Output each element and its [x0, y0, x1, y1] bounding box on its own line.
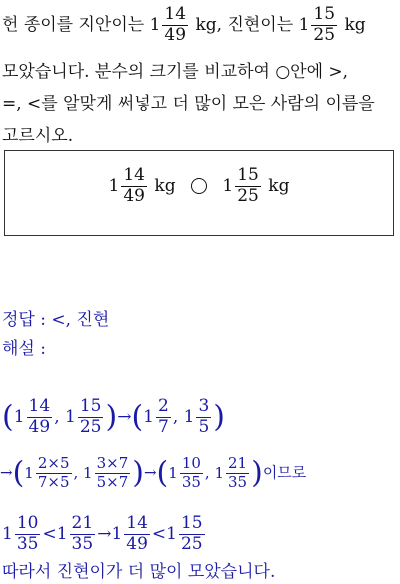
whole: 1 [183, 407, 195, 428]
step-1: ( 1 $\frac{14}{49}$ , 1 $\frac{15}{25}$ )→( 1 $\frac{2}{7}$ , 1 $\frac{3}{5}$ ) [2, 396, 225, 437]
denominator: 35 [16, 533, 39, 554]
denominator: 35 [71, 533, 94, 554]
fraction [311, 6, 337, 45]
whole: 1 [143, 407, 154, 428]
numerator: 10 [16, 513, 39, 533]
problem-line-3: =, <를 알맞게 써넣고 더 많이 모은 사람의 이름을 [2, 94, 375, 114]
fraction [179, 515, 205, 554]
denominator: 49 [28, 416, 51, 437]
fraction [143, 398, 173, 437]
numerator: 21 [228, 454, 248, 472]
whole: 1 [65, 407, 76, 428]
fraction-right [222, 167, 262, 206]
whole: 1 [111, 524, 123, 545]
step-2: →( 1 $\frac{2\times 5}{7\times 5}$ , 1 $\frac{3\times 7}{5\times 7}$ )→( 1 $\frac{10}{35}$ , 1 $\frac{21}{35}$ )이므로 [0, 454, 307, 491]
problem-text-prefix: 헌 종이를 지안이는 [2, 14, 145, 35]
whole: 1 [2, 524, 13, 545]
paren: ( [12, 455, 25, 491]
paren: ) [213, 399, 225, 435]
fraction [156, 398, 171, 437]
fraction [24, 456, 73, 491]
problem-line-2: 모았습니다. 분수의 크기를 비교하여 ○안에 >, [2, 62, 349, 82]
denominator: 7×5 [37, 472, 70, 491]
numerator: 2 [157, 396, 169, 416]
paren: ( [131, 399, 144, 435]
denominator: 5 [198, 416, 210, 437]
fraction [214, 456, 251, 491]
denominator: 25 [79, 416, 102, 437]
problem-text: kg, 진현이는 [195, 14, 294, 35]
numerator: 3×7 [96, 454, 129, 472]
whole: 1 [83, 464, 93, 483]
whole: 1 [24, 464, 34, 483]
fraction [184, 398, 214, 437]
paren: ) [251, 455, 263, 491]
fraction [111, 515, 151, 554]
whole: 1 [298, 15, 310, 36]
numerator: 14 [28, 396, 51, 416]
paren: ) [132, 455, 144, 491]
denominator: 25 [237, 185, 259, 206]
paren: ) [105, 399, 118, 435]
whole: 1 [166, 524, 177, 545]
fraction [196, 398, 211, 437]
fraction [15, 515, 41, 554]
numerator: 14 [123, 165, 145, 185]
numerator: 21 [71, 513, 94, 533]
problem-line-1 [2, 6, 366, 45]
answer-circle-icon[interactable] [191, 178, 207, 194]
fraction [180, 456, 203, 491]
whole: 1 [214, 464, 224, 483]
problem-line-4: 고르시오. [2, 126, 74, 146]
step-3: 1 $\frac{10}{35}$ < 1 $\frac{21}{35}$ → 1 $\frac{14}{49}$ < 1 $\frac{15}{25}$ [2, 515, 207, 554]
fraction [166, 515, 206, 554]
denominator: 7 [157, 416, 169, 437]
fraction [121, 167, 147, 206]
numerator: 10 [181, 454, 201, 472]
fraction [2, 515, 42, 554]
fraction-jinhyeon [299, 6, 339, 45]
numerator: 15 [180, 513, 203, 533]
whole: 1 [222, 176, 234, 197]
paren: ( [156, 455, 169, 491]
numerator: 14 [126, 513, 148, 533]
answer-label: 정답 : <, 진현 [2, 310, 110, 330]
fraction-jian [150, 6, 190, 45]
denominator: 49 [123, 185, 145, 206]
fraction [124, 515, 150, 554]
fraction [168, 456, 205, 491]
fraction [14, 398, 54, 437]
fraction [57, 515, 97, 554]
step-2-tail: 이므로 [262, 463, 307, 482]
denominator: 35 [228, 472, 248, 491]
fraction [235, 167, 261, 206]
unit-label: kg [268, 175, 290, 196]
paren: ( [2, 399, 14, 435]
final-answer: 따라서 진현이가 더 많이 모았습니다. [2, 562, 276, 582]
fraction [78, 398, 104, 437]
fraction [65, 398, 105, 437]
explanation-label: 해설 : [2, 339, 46, 359]
unit-label: kg [344, 14, 366, 35]
fraction [27, 398, 53, 437]
whole: 1 [108, 176, 120, 197]
fraction [95, 456, 131, 491]
fraction [70, 515, 96, 554]
fraction [162, 6, 188, 45]
denominator: 49 [164, 24, 187, 45]
numerator: 2×5 [37, 454, 70, 472]
numerator: 15 [79, 396, 102, 416]
whole: 1 [149, 15, 161, 36]
comparison-row [5, 167, 393, 206]
fraction [226, 456, 249, 491]
whole: 1 [168, 464, 178, 483]
unit-label: kg [154, 175, 176, 196]
fraction [36, 456, 72, 491]
fraction-left [109, 167, 149, 206]
denominator: 49 [126, 533, 148, 554]
numerator: 15 [237, 165, 259, 185]
denominator: 25 [180, 533, 203, 554]
denominator: 5×7 [96, 472, 129, 491]
denominator: 25 [313, 24, 336, 45]
denominator: 35 [181, 472, 201, 491]
whole: 1 [13, 407, 25, 428]
numerator: 3 [198, 396, 210, 416]
numerator: 15 [313, 4, 336, 24]
whole: 1 [56, 524, 68, 545]
numerator: 14 [164, 4, 187, 24]
fraction [83, 456, 132, 491]
comparison-box [4, 150, 394, 236]
